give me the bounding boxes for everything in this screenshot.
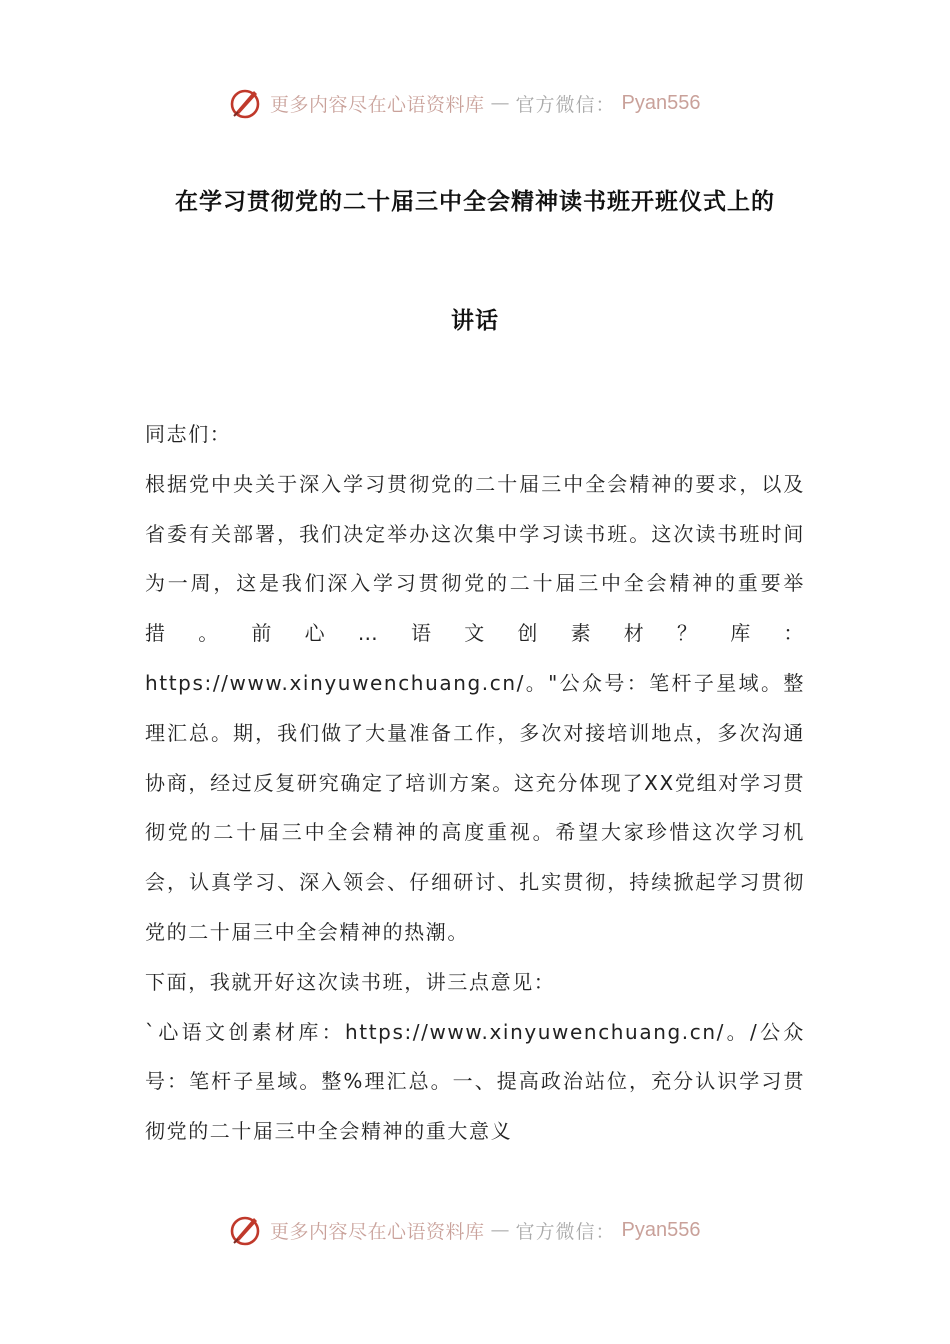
paragraph: 下面，我就开好这次读书班，讲三点意见： (145, 969, 556, 994)
watermark-wechat-label: 官方微信： (515, 93, 616, 116)
quill-logo-icon (228, 1212, 264, 1248)
footer-watermark (228, 1210, 701, 1250)
watermark-separator: — (490, 1219, 510, 1241)
header-watermark (228, 83, 701, 123)
watermark-site-text: 更多内容尽在心语资料库 (270, 93, 485, 116)
watermark-site-text: 更多内容尽在心语资料库 (270, 1220, 485, 1243)
watermark-wechat-id: Pyan556 (621, 1218, 701, 1241)
paragraph: `心语文创素材库：https://www.xinyuwenchuang.cn/。/公众号：笔杆子星域。整%理汇总。一、提高政治站位，充分认识学习贯彻党的二十届三中全会精神的重大意义 (145, 1019, 805, 1144)
document-title-line1: 在学习贯彻党的二十届三中全会精神读书班开班仪式上的 (175, 189, 775, 215)
quill-logo-icon (228, 85, 264, 121)
watermark-wechat-id: Pyan556 (621, 91, 701, 114)
watermark-separator: — (490, 92, 510, 114)
watermark-wechat-label: 官方微信： (515, 1220, 616, 1243)
salutation: 同志们： (145, 422, 232, 446)
document-body (145, 410, 805, 1157)
paragraph: 根据党中央关于深入学习贯彻党的二十届三中全会精神的要求，以及省委有关部署，我们决定举办这次集中学习读书班。这次读书班时间为一周，这是我们深入学习贯彻党的二十届三中全会精神的重要举措。前心…语文创素材？库：https://www.xinyuwenchuang.cn/。"公众号：笔杆子星域。整理汇总。期，我们做了大量准备工作，多次对接培训地点，多次沟通协商，经过反复研究确定了培训方案。这充分体现了XX党组对学习贯彻党的二十届三中全会精神的高度重视。希望大家珍惜这次学习机会，认真学习、深入领会、仔细研讨、扎实贯彻，持续掀起学习贯彻党的二十届三中全会精神的热潮。 (145, 471, 805, 944)
document-title-line2: 讲话 (451, 308, 499, 334)
